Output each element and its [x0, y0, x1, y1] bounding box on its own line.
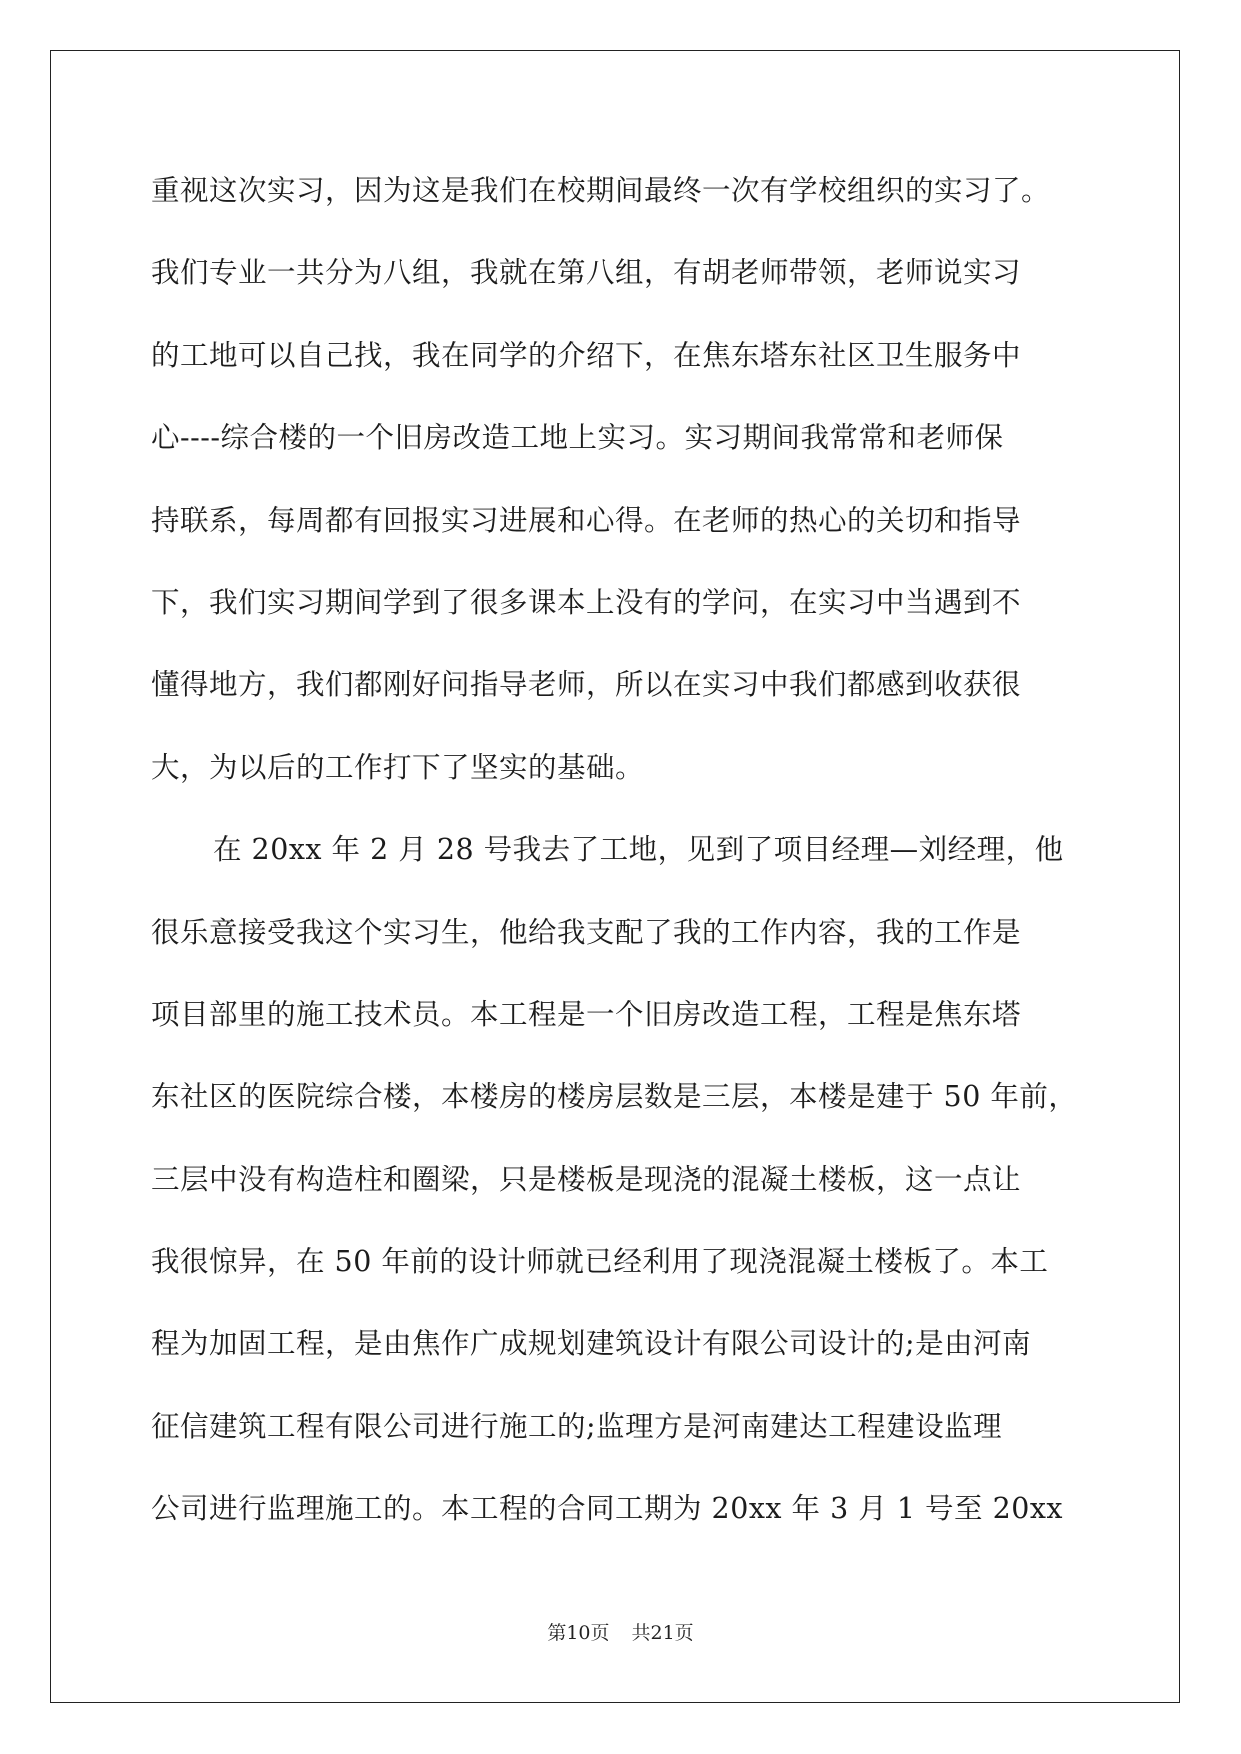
text-line: 我们专业一共分为八组，我就在第八组，有胡老师带领，老师说实习	[151, 256, 1022, 290]
text-line: 懂得地方，我们都刚好问指导老师，所以在实习中我们都感到收获很	[151, 668, 1022, 702]
text-line: 重视这次实习，因为这是我们在校期间最终一次有学校组织的实习了。	[151, 174, 1051, 207]
text-line: 持联系，每周都有回报实习进展和心得。在老师的热心的关切和指导	[151, 503, 1022, 537]
document-body	[151, 156, 1091, 1557]
text-line: 大，为以后的工作打下了坚实的基础。	[151, 750, 645, 784]
page-total: 共21页	[631, 1622, 694, 1644]
text-line: 心----综合楼的一个旧房改造工地上实习。实习期间我常常和老师保	[151, 421, 1004, 455]
text-line: 很乐意接受我这个实习生，他给我支配了我的工作内容，我的工作是	[151, 915, 1022, 949]
paragraph-start-line: 在 20xx 年 2 月 28 号我去了工地，见到了项目经理—刘经理，他	[213, 833, 1064, 867]
text-line: 程为加固工程，是由焦作广成规划建筑设计有限公司设计的;是由河南	[151, 1327, 1032, 1361]
text-line: 的工地可以自己找，我在同学的介绍下，在焦东塔东社区卫生服务中	[151, 338, 1022, 372]
page-footer	[0, 1618, 1241, 1645]
text-line: 项目部里的施工技术员。本工程是一个旧房改造工程，工程是焦东塔	[151, 997, 1022, 1031]
text-line: 东社区的医院综合楼，本楼房的楼房层数是三层，本楼是建于 50 年前，	[151, 1080, 1078, 1114]
text-line: 公司进行监理施工的。本工程的合同工期为 20xx 年 3 月 1 号至 20xx	[151, 1492, 1064, 1526]
text-line: 我很惊异，在 50 年前的设计师就已经利用了现浇混凝土楼板了。本工	[151, 1245, 1049, 1279]
text-line: 征信建筑工程有限公司进行施工的;监理方是河南建达工程建设监理	[151, 1409, 1003, 1443]
text-line: 三层中没有构造柱和圈梁，只是楼板是现浇的混凝土楼板，这一点让	[151, 1162, 1022, 1196]
text-line: 下，我们实习期间学到了很多课本上没有的学问，在实习中当遇到不	[151, 585, 1022, 619]
page-number: 第10页	[547, 1622, 610, 1644]
